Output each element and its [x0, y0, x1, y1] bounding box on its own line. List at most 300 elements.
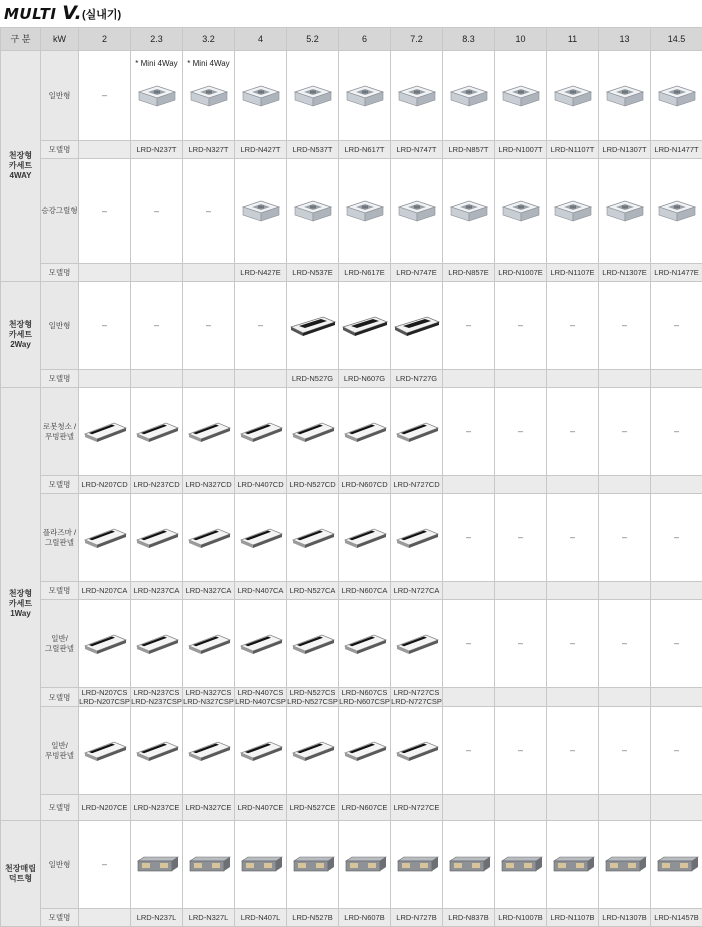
product-image-cell: [339, 494, 391, 582]
product-image-cell: [287, 159, 339, 264]
model-name-label: 모델명: [41, 370, 79, 388]
1way-unit-icon: [183, 525, 234, 551]
empty-cell: [599, 707, 651, 795]
model-code-cell: [79, 141, 131, 159]
product-image-cell: [651, 159, 702, 264]
1way-unit-icon: [79, 738, 130, 764]
model-code-cell: LRD-N327T: [183, 141, 235, 159]
header-kw-7: 8.3: [443, 28, 495, 51]
dash-mark: –: [674, 320, 679, 330]
product-image-cell: [235, 707, 287, 795]
model-code-cell: LRD-N727B: [391, 909, 443, 927]
header-kw-10: 13: [599, 28, 651, 51]
dash-mark: –: [674, 532, 679, 542]
model-code-cell: [495, 688, 547, 707]
header-kw: kW: [41, 28, 79, 51]
product-image-cell: [235, 494, 287, 582]
4way-unit-icon: [339, 197, 390, 225]
product-image-cell: [287, 388, 339, 476]
model-code-cell: LRD-N747T: [391, 141, 443, 159]
model-code-cell: LRD-N327CD: [183, 476, 235, 494]
1way-unit-icon: [131, 419, 182, 445]
model-code-cell: LRD-N327CE: [183, 795, 235, 821]
empty-cell: [79, 821, 131, 909]
model-code-cell: [79, 264, 131, 282]
product-image-cell: [599, 821, 651, 909]
model-code-cell: [495, 582, 547, 600]
1way-unit-icon: [235, 525, 286, 551]
dash-mark: –: [102, 90, 107, 100]
model-code-cell: LRD-N327L: [183, 909, 235, 927]
model-name-row: [1, 582, 702, 600]
model-code-cell: [651, 370, 702, 388]
1way-unit-icon: [391, 419, 442, 445]
model-code-cell: LRD-N1307B: [599, 909, 651, 927]
4way-unit-icon: [391, 82, 442, 110]
product-image-cell: [235, 51, 287, 141]
model-code-cell: LRD-N407L: [235, 909, 287, 927]
4way-unit-icon: [495, 82, 546, 110]
empty-cell: [651, 494, 702, 582]
model-code-cell: LRD-N237CD: [131, 476, 183, 494]
product-image-cell: [131, 494, 183, 582]
model-code-cell: LRD-N857T: [443, 141, 495, 159]
1way-unit-icon: [235, 419, 286, 445]
product-image-row: [1, 600, 702, 688]
dash-mark: –: [102, 206, 107, 216]
empty-cell: [79, 159, 131, 264]
product-image-row: [1, 282, 702, 370]
product-image-cell: [183, 707, 235, 795]
product-image-cell: [183, 494, 235, 582]
product-image-cell: [131, 600, 183, 688]
subtype-label: [41, 51, 79, 141]
category-label: [1, 282, 41, 388]
empty-cell: [183, 159, 235, 264]
product-image-cell: [391, 821, 443, 909]
model-code-cell: [495, 795, 547, 821]
empty-cell: [495, 707, 547, 795]
product-image-cell: [547, 159, 599, 264]
product-image-cell: [651, 51, 702, 141]
empty-cell: [443, 600, 495, 688]
model-code-cell: [495, 370, 547, 388]
product-image-cell: [131, 388, 183, 476]
1way-unit-icon: [183, 738, 234, 764]
model-code-cell: [443, 795, 495, 821]
model-name-row: [1, 688, 702, 707]
model-code-cell: [235, 370, 287, 388]
dash-mark: –: [258, 320, 263, 330]
product-image-cell: [235, 388, 287, 476]
model-code-cell: LRD-N407CE: [235, 795, 287, 821]
category-label: [1, 51, 41, 282]
1way-unit-icon: [287, 631, 338, 657]
subtype-name: 플라즈마 / 그릴판넬: [41, 528, 78, 547]
product-image-cell: [443, 821, 495, 909]
1way-unit-icon: [79, 525, 130, 551]
category-name: 천장형 카세트 2Way: [1, 320, 40, 350]
model-code-cell: LRD-N617E: [339, 264, 391, 282]
1way-unit-icon: [79, 631, 130, 657]
empty-cell: [547, 494, 599, 582]
subtype-label: [41, 600, 79, 688]
model-name-row: [1, 795, 702, 821]
1way-unit-icon: [131, 738, 182, 764]
subtype-label: [41, 821, 79, 909]
product-image-cell: [339, 388, 391, 476]
1way-unit-icon: [183, 631, 234, 657]
product-image-cell: [183, 51, 235, 141]
product-image-cell: [339, 707, 391, 795]
empty-cell: [235, 282, 287, 370]
product-image-cell: [339, 821, 391, 909]
model-code-cell: LRD-N237CS LRD-N237CSP: [131, 688, 183, 707]
product-image-cell: [391, 159, 443, 264]
header-kw-11: 14.5: [651, 28, 702, 51]
product-image-cell: [131, 821, 183, 909]
model-code-cell: [547, 582, 599, 600]
model-code-cell: [651, 795, 702, 821]
dash-mark: –: [206, 320, 211, 330]
dash-mark: –: [206, 206, 211, 216]
product-image-cell: [599, 51, 651, 141]
empty-cell: [79, 51, 131, 141]
model-code-cell: [651, 476, 702, 494]
model-name-label: 모델명: [41, 476, 79, 494]
model-code-cell: LRD-N527B: [287, 909, 339, 927]
model-code-cell: [79, 370, 131, 388]
header-kw-3: 4: [235, 28, 287, 51]
model-code-cell: LRD-N407CA: [235, 582, 287, 600]
subtype-label: [41, 388, 79, 476]
1way-unit-icon: [339, 631, 390, 657]
product-image-cell: [287, 51, 339, 141]
category-label: [1, 388, 41, 821]
model-code-cell: [495, 476, 547, 494]
1way-unit-icon: [339, 419, 390, 445]
1way-unit-icon: [287, 419, 338, 445]
model-code-cell: LRD-N537T: [287, 141, 339, 159]
subtype-name: 일반/ 그릴판넬: [41, 634, 78, 653]
product-image-cell: [79, 600, 131, 688]
empty-cell: [547, 282, 599, 370]
model-code-cell: [599, 370, 651, 388]
dash-mark: –: [570, 426, 575, 436]
product-image-cell: [339, 282, 391, 370]
1way-unit-icon: [391, 525, 442, 551]
dash-mark: –: [570, 638, 575, 648]
model-name-row: [1, 141, 702, 159]
empty-cell: [651, 707, 702, 795]
empty-cell: [131, 159, 183, 264]
model-code-cell: LRD-N1457B: [651, 909, 702, 927]
model-code-cell: LRD-N527G: [287, 370, 339, 388]
model-code-cell: [183, 264, 235, 282]
empty-cell: [547, 707, 599, 795]
product-image-cell: [183, 388, 235, 476]
product-image-cell: [131, 707, 183, 795]
1way-unit-icon: [79, 419, 130, 445]
model-code-cell: [443, 582, 495, 600]
empty-cell: [651, 282, 702, 370]
4way-unit-icon: [287, 82, 338, 110]
dash-mark: –: [466, 320, 471, 330]
model-code-cell: LRD-N1007B: [495, 909, 547, 927]
model-code-cell: [183, 370, 235, 388]
empty-cell: [651, 388, 702, 476]
product-image-row: [1, 159, 702, 264]
model-code-cell: LRD-N727CD: [391, 476, 443, 494]
subtype-name: 일반형: [41, 321, 78, 331]
model-code-cell: LRD-N607G: [339, 370, 391, 388]
dash-mark: –: [154, 320, 159, 330]
4way-unit-icon: [183, 82, 234, 110]
model-name-row: [1, 476, 702, 494]
dash-mark: –: [154, 206, 159, 216]
model-name-label: 모델명: [41, 141, 79, 159]
model-code-cell: LRD-N427T: [235, 141, 287, 159]
model-code-cell: LRD-N857E: [443, 264, 495, 282]
empty-cell: [495, 282, 547, 370]
duct-unit-icon: [599, 853, 650, 877]
duct-unit-icon: [235, 853, 286, 877]
product-image-cell: [339, 51, 391, 141]
product-image-cell: [547, 821, 599, 909]
empty-cell: [443, 388, 495, 476]
model-code-cell: [547, 795, 599, 821]
1way-unit-icon: [287, 525, 338, 551]
4way-unit-icon: [443, 197, 494, 225]
dash-mark: –: [518, 320, 523, 330]
product-image-cell: [599, 159, 651, 264]
model-code-cell: LRD-N1107E: [547, 264, 599, 282]
duct-unit-icon: [131, 853, 182, 877]
empty-cell: [651, 600, 702, 688]
1way-unit-icon: [235, 738, 286, 764]
model-name-row: [1, 370, 702, 388]
dash-mark: –: [674, 745, 679, 755]
brand-logo: MULTI V.: [4, 2, 82, 24]
product-image-cell: [391, 494, 443, 582]
category-name: 천장형 카세트 1Way: [1, 589, 40, 619]
subtype-label: [41, 282, 79, 370]
model-code-cell: [443, 370, 495, 388]
model-code-cell: LRD-N527CA: [287, 582, 339, 600]
header-kw-6: 7.2: [391, 28, 443, 51]
page-header: [0, 0, 702, 26]
empty-cell: [495, 600, 547, 688]
empty-cell: [443, 282, 495, 370]
model-code-cell: [443, 688, 495, 707]
dash-mark: –: [622, 638, 627, 648]
dash-mark: –: [674, 426, 679, 436]
subtype-label: [41, 707, 79, 795]
dash-mark: –: [102, 859, 107, 869]
model-code-cell: LRD-N207CA: [79, 582, 131, 600]
model-code-cell: LRD-N617T: [339, 141, 391, 159]
model-code-cell: [599, 476, 651, 494]
4way-unit-icon: [131, 82, 182, 110]
model-code-cell: LRD-N237L: [131, 909, 183, 927]
product-image-cell: [287, 821, 339, 909]
4way-unit-icon: [235, 197, 286, 225]
dash-mark: –: [466, 745, 471, 755]
empty-cell: [183, 282, 235, 370]
duct-unit-icon: [391, 853, 442, 877]
product-image-cell: [235, 159, 287, 264]
model-name-label: 모델명: [41, 909, 79, 927]
model-code-cell: LRD-N207CS LRD-N207CSP: [79, 688, 131, 707]
subtype-name: 로봇청소 / 무빙판넬: [41, 422, 78, 441]
model-code-cell: LRD-N327CS LRD-N327CSP: [183, 688, 235, 707]
product-image-cell: [183, 821, 235, 909]
4way-unit-icon: [651, 197, 702, 225]
model-code-cell: LRD-N607CS LRD-N607CSP: [339, 688, 391, 707]
model-code-cell: LRD-N427E: [235, 264, 287, 282]
4way-unit-icon: [287, 197, 338, 225]
subtype-name: 일반/ 무빙판넬: [41, 741, 78, 760]
dash-mark: –: [570, 745, 575, 755]
dash-mark: –: [674, 638, 679, 648]
4way-unit-icon: [391, 197, 442, 225]
model-code-cell: [547, 476, 599, 494]
model-code-cell: LRD-N1307E: [599, 264, 651, 282]
model-code-cell: LRD-N237CA: [131, 582, 183, 600]
model-code-cell: [131, 370, 183, 388]
product-image-cell: [651, 821, 702, 909]
model-code-cell: LRD-N1307T: [599, 141, 651, 159]
product-image-cell: [547, 51, 599, 141]
empty-cell: [495, 494, 547, 582]
model-code-cell: [651, 688, 702, 707]
4way-unit-icon: [443, 82, 494, 110]
model-name-label: 모델명: [41, 264, 79, 282]
empty-cell: [599, 600, 651, 688]
model-code-cell: LRD-N527CD: [287, 476, 339, 494]
empty-cell: [599, 282, 651, 370]
model-code-cell: [599, 582, 651, 600]
model-code-cell: LRD-N1477E: [651, 264, 702, 282]
product-image-cell: [79, 707, 131, 795]
4way-unit-icon: [547, 197, 598, 225]
header-category: 구 분: [1, 28, 41, 51]
empty-cell: [443, 707, 495, 795]
4way-unit-icon: [235, 82, 286, 110]
model-code-cell: LRD-N607CD: [339, 476, 391, 494]
dash-mark: –: [466, 426, 471, 436]
dash-mark: –: [570, 532, 575, 542]
subtype-name: 승강그릴형: [41, 206, 78, 216]
model-code-cell: [651, 582, 702, 600]
subtype-label: [41, 494, 79, 582]
duct-unit-icon: [651, 853, 702, 877]
dash-mark: –: [570, 320, 575, 330]
model-name-label: 모델명: [41, 688, 79, 707]
header-kw-5: 6: [339, 28, 391, 51]
dash-mark: –: [518, 638, 523, 648]
product-image-cell: [391, 51, 443, 141]
model-code-cell: LRD-N727G: [391, 370, 443, 388]
product-image-cell: [287, 600, 339, 688]
product-image-cell: [287, 282, 339, 370]
dash-mark: –: [518, 426, 523, 436]
product-image-cell: [495, 159, 547, 264]
mini-4way-note: * Mini 4Way: [131, 59, 182, 68]
model-code-cell: LRD-N207CD: [79, 476, 131, 494]
model-name-label: 모델명: [41, 582, 79, 600]
model-code-cell: LRD-N407CS LRD-N407CSP: [235, 688, 287, 707]
product-image-cell: [339, 600, 391, 688]
model-code-cell: LRD-N1007T: [495, 141, 547, 159]
model-code-cell: LRD-N327CA: [183, 582, 235, 600]
header-kw-9: 11: [547, 28, 599, 51]
1way-unit-icon: [235, 631, 286, 657]
model-code-cell: LRD-N527CS LRD-N527CSP: [287, 688, 339, 707]
model-code-cell: LRD-N1007E: [495, 264, 547, 282]
empty-cell: [443, 494, 495, 582]
model-code-cell: LRD-N1107T: [547, 141, 599, 159]
dash-mark: –: [102, 320, 107, 330]
empty-cell: [131, 282, 183, 370]
model-name-row: [1, 909, 702, 927]
model-name-label: 모델명: [41, 795, 79, 821]
category-name: 천장매립 덕트형: [1, 864, 40, 884]
product-image-cell: [131, 51, 183, 141]
product-image-cell: [79, 388, 131, 476]
subtype-name: 일반형: [41, 860, 78, 870]
product-image-row: [1, 494, 702, 582]
product-image-cell: [235, 821, 287, 909]
dash-mark: –: [466, 532, 471, 542]
duct-unit-icon: [287, 853, 338, 877]
empty-cell: [599, 388, 651, 476]
1way-unit-icon: [391, 631, 442, 657]
dash-mark: –: [622, 745, 627, 755]
model-code-cell: [599, 795, 651, 821]
product-image-cell: [339, 159, 391, 264]
1way-unit-icon: [339, 738, 390, 764]
duct-unit-icon: [339, 853, 390, 877]
model-code-cell: LRD-N727CA: [391, 582, 443, 600]
duct-unit-icon: [183, 853, 234, 877]
model-code-cell: LRD-N747E: [391, 264, 443, 282]
4way-unit-icon: [651, 82, 702, 110]
1way-unit-icon: [131, 525, 182, 551]
page-subtitle: (실내기): [82, 6, 121, 22]
product-image-cell: [495, 51, 547, 141]
dash-mark: –: [518, 745, 523, 755]
model-code-cell: LRD-N1477T: [651, 141, 702, 159]
product-image-cell: [443, 159, 495, 264]
4way-unit-icon: [599, 82, 650, 110]
model-code-cell: LRD-N1107B: [547, 909, 599, 927]
product-image-row: [1, 821, 702, 909]
4way-unit-icon: [339, 82, 390, 110]
model-code-cell: [131, 264, 183, 282]
model-code-cell: LRD-N607CE: [339, 795, 391, 821]
product-image-cell: [443, 51, 495, 141]
category-label: [1, 821, 41, 927]
product-image-cell: [391, 282, 443, 370]
product-image-row: [1, 51, 702, 141]
model-code-cell: LRD-N537E: [287, 264, 339, 282]
empty-cell: [547, 600, 599, 688]
model-code-cell: LRD-N527CE: [287, 795, 339, 821]
1way-unit-icon: [287, 738, 338, 764]
mini-4way-note: * Mini 4Way: [183, 59, 234, 68]
2way-unit-icon: [391, 313, 442, 339]
